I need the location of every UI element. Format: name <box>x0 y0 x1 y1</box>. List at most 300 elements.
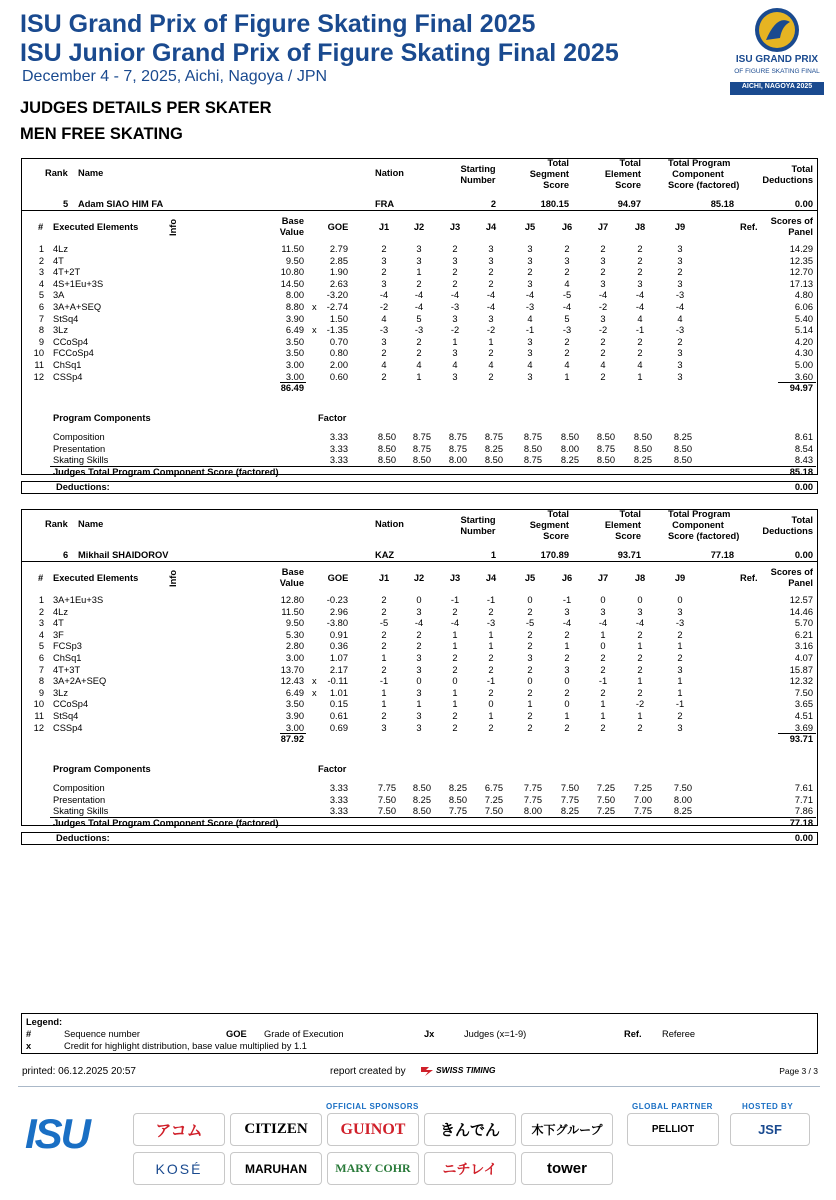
judge-score: 3 <box>527 244 533 254</box>
component-judge-score: 7.75 <box>523 783 542 793</box>
element-panel-score: 3.16 <box>794 641 813 652</box>
skater-element-score: 94.97 <box>617 199 641 209</box>
component-judge-score: 8.25 <box>560 455 579 466</box>
element-code: 4T <box>53 618 64 629</box>
judge-score: 2 <box>452 606 458 617</box>
tes-total-rule <box>778 382 816 383</box>
summary-divider <box>21 561 818 562</box>
element-goe: 0.80 <box>329 348 348 359</box>
judge-score: -4 <box>450 618 460 629</box>
judge-score: 2 <box>381 371 387 382</box>
element-code: 3A <box>53 290 65 301</box>
skater-component-score: 77.18 <box>710 550 734 560</box>
judge-score: -2 <box>379 302 389 312</box>
judge-header: J7 <box>597 573 609 583</box>
component-panel-score: 8.54 <box>794 443 813 454</box>
base-value-header: Base <box>281 216 304 226</box>
judge-score: 2 <box>381 348 387 359</box>
scores-of-panel-header: Panel <box>788 227 813 237</box>
legend-key: x <box>26 1041 32 1051</box>
element-panel-score: 12.35 <box>789 255 813 266</box>
nation-header: Nation <box>375 168 404 178</box>
component-judge-score: 8.25 <box>560 806 579 817</box>
element-code: CCoSp4 <box>53 336 89 347</box>
judge-score: 3 <box>416 711 422 721</box>
judge-score: 2 <box>381 267 387 278</box>
element-base-value: 3.00 <box>285 371 304 382</box>
executed-elements-header: Executed Elements <box>53 573 139 583</box>
judge-score: -4 <box>635 618 645 629</box>
judge-score: 3 <box>416 664 422 675</box>
element-base-value: 13.70 <box>280 664 304 675</box>
element-sequence: 5 <box>38 641 44 652</box>
element-code: 4T <box>53 255 64 266</box>
program-components-header: Program Components <box>53 413 151 423</box>
segment-score-header: Score <box>543 180 569 190</box>
element-goe: 2.96 <box>329 606 348 617</box>
judge-score: 2 <box>452 267 458 278</box>
info-header: Info <box>168 218 178 236</box>
judge-score: -4 <box>414 302 424 312</box>
judge-score: -4 <box>675 302 685 312</box>
judge-score: 0 <box>527 595 533 605</box>
element-sequence: 9 <box>38 687 44 698</box>
judge-score: 5 <box>564 313 570 324</box>
judge-header: J9 <box>674 222 686 232</box>
report-created-label: report created by <box>330 1066 406 1077</box>
judge-score: 4 <box>527 360 533 370</box>
element-sequence: 9 <box>38 336 44 347</box>
judge-score: 1 <box>677 641 683 652</box>
judge-score: 3 <box>416 687 422 698</box>
element-goe: 2.79 <box>329 244 348 254</box>
judge-score: 3 <box>527 278 533 289</box>
element-sequence: 2 <box>38 606 44 617</box>
element-base-value: 3.90 <box>285 711 304 721</box>
element-code: FCCoSp4 <box>53 348 94 359</box>
component-judge-score: 7.50 <box>484 806 503 817</box>
judge-score: 2 <box>488 664 494 675</box>
referee-header: Ref. <box>740 573 758 583</box>
component-score-header: Score (factored) <box>668 531 740 541</box>
component-score-header: Total Program <box>668 509 731 519</box>
judge-score: 1 <box>677 676 683 687</box>
element-sequence: 4 <box>38 278 44 289</box>
judge-score: 3 <box>527 348 533 359</box>
component-panel-score: 8.61 <box>794 432 813 442</box>
component-judge-score: 8.50 <box>412 455 431 466</box>
judge-score: -4 <box>414 290 424 301</box>
component-factor: 3.33 <box>329 794 348 805</box>
element-sequence: 1 <box>38 595 44 605</box>
judge-score: -4 <box>486 302 496 312</box>
event-title-junior: ISU Junior Grand Prix of Figure Skating Final 2025 <box>20 39 619 67</box>
judge-score: 1 <box>600 629 606 640</box>
component-factor: 3.33 <box>329 806 348 817</box>
judge-score: 4 <box>600 360 606 370</box>
hosted-by-title: HOSTED BY <box>742 1102 794 1111</box>
component-judge-score: 8.50 <box>633 443 652 454</box>
skater-start-number: 1 <box>490 550 496 560</box>
judge-score: 2 <box>564 336 570 347</box>
judge-score: -4 <box>486 290 496 301</box>
judge-score: 5 <box>416 313 422 324</box>
element-panel-score: 4.07 <box>794 653 813 663</box>
judge-score: 1 <box>488 641 494 652</box>
judge-score: 3 <box>381 336 387 347</box>
element-score-header: Element <box>604 169 641 179</box>
legend-key: # <box>26 1029 32 1039</box>
judge-score: -1 <box>486 595 496 605</box>
skater-component-score: 85.18 <box>710 199 734 209</box>
judge-score: 4 <box>564 360 570 370</box>
pcs-total-rule <box>50 466 816 467</box>
skater-segment-score: 170.89 <box>540 550 569 560</box>
judge-score: 3 <box>381 278 387 289</box>
base-total-rule <box>280 733 306 734</box>
element-panel-score: 3.69 <box>794 722 813 733</box>
element-goe: 1.07 <box>329 653 348 663</box>
judge-score: -1 <box>379 676 389 687</box>
legend-text: Grade of Execution <box>264 1029 344 1039</box>
deductions-header: Total <box>791 164 813 174</box>
judge-header: J2 <box>413 222 425 232</box>
component-factor: 3.33 <box>329 783 348 793</box>
judge-score: 0 <box>637 595 643 605</box>
judge-score: 3 <box>452 348 458 359</box>
element-code: 3A+A+SEQ <box>53 302 102 312</box>
judge-score: 2 <box>527 722 533 733</box>
element-score-header: Total <box>619 509 641 519</box>
element-code: 3F <box>53 629 64 640</box>
element-base-value: 12.80 <box>280 595 304 605</box>
element-goe: 0.60 <box>329 371 348 382</box>
element-sequence: 7 <box>38 313 44 324</box>
component-judge-score: 8.50 <box>412 806 431 817</box>
element-base-value: 12.43 <box>280 676 304 687</box>
skater-deductions: 0.00 <box>794 199 813 209</box>
element-goe: 0.91 <box>329 629 348 640</box>
judge-score: 3 <box>527 653 533 663</box>
judge-score: 4 <box>381 360 387 370</box>
component-judge-score: 8.50 <box>673 455 692 466</box>
skater-nation: FRA <box>375 199 395 209</box>
judge-score: -4 <box>598 290 608 301</box>
judge-score: -1 <box>486 676 496 687</box>
sponsor-acom-logo: アコム <box>133 1113 225 1146</box>
sponsor-kinoshita-logo: 木下グループ <box>521 1113 613 1146</box>
component-judge-score: 8.50 <box>412 783 431 793</box>
judge-header: J2 <box>413 573 425 583</box>
starting-number-header: Starting <box>460 515 496 525</box>
scores-of-panel-header: Panel <box>788 578 813 588</box>
judge-score: -3 <box>525 302 535 312</box>
component-panel-score: 7.61 <box>794 783 813 793</box>
element-goe: -0.23 <box>326 595 348 605</box>
element-goe: 1.50 <box>329 313 348 324</box>
judge-score: 2 <box>488 267 494 278</box>
judge-score: 3 <box>416 606 422 617</box>
judge-header: J3 <box>449 573 461 583</box>
judge-score: -3 <box>675 618 685 629</box>
judge-score: 4 <box>488 360 494 370</box>
logo-line-3: AICHI, NAGOYA 2025 <box>741 83 813 90</box>
element-goe: 2.00 <box>329 360 348 370</box>
judge-score: 2 <box>600 722 606 733</box>
legend-text: Judges (x=1-9) <box>464 1029 527 1039</box>
judge-score: 3 <box>677 348 683 359</box>
nation-header: Nation <box>375 519 404 529</box>
segment-score-header: Total <box>547 509 569 519</box>
judge-score: 3 <box>488 244 494 254</box>
judge-score: 2 <box>677 711 683 721</box>
element-sequence: 3 <box>38 618 44 629</box>
judges-total-pcs: 85.18 <box>789 466 813 477</box>
judge-score: 0 <box>600 595 606 605</box>
global-partner-title: GLOBAL PARTNER <box>632 1102 713 1111</box>
base-value-header: Base <box>281 567 304 577</box>
name-header: Name <box>78 168 104 178</box>
judge-score: 4 <box>564 278 570 289</box>
element-goe: 2.85 <box>329 255 348 266</box>
legend-text: Credit for highlight distribution, base value multiplied by 1.1 <box>64 1041 307 1051</box>
element-panel-score: 5.00 <box>794 360 813 370</box>
judge-score: 3 <box>416 244 422 254</box>
judge-score: 2 <box>416 336 422 347</box>
judge-score: 1 <box>677 687 683 698</box>
component-judge-score: 8.75 <box>523 455 542 466</box>
judge-header: J6 <box>561 573 573 583</box>
deductions-label: Deductions: <box>56 833 110 843</box>
element-goe: 0.36 <box>329 641 348 652</box>
judge-score: 2 <box>637 348 643 359</box>
judge-score: 2 <box>637 687 643 698</box>
bonus-marker: x <box>312 325 317 336</box>
scores-of-panel-header: Scores of <box>770 567 813 577</box>
skater-rank: 6 <box>63 550 69 560</box>
element-goe: 2.63 <box>329 278 348 289</box>
element-sequence: 1 <box>38 244 44 254</box>
judge-score: -2 <box>598 302 608 312</box>
judge-score: 2 <box>452 722 458 733</box>
judge-score: 4 <box>677 313 683 324</box>
judge-score: 2 <box>452 244 458 254</box>
element-code: 3Lz <box>53 687 68 698</box>
segment-score-header: Total <box>547 158 569 168</box>
deductions-header: Total <box>791 515 813 525</box>
element-base-value: 10.80 <box>280 267 304 278</box>
component-score-header: Component <box>672 520 724 530</box>
judge-score: 3 <box>416 653 422 663</box>
element-sequence: 12 <box>33 722 44 733</box>
judge-score: 3 <box>527 255 533 266</box>
element-base-value: 3.00 <box>285 722 304 733</box>
judge-score: 2 <box>600 371 606 382</box>
component-judge-score: 7.50 <box>596 794 615 805</box>
judge-score: 2 <box>381 664 387 675</box>
component-judge-score: 7.00 <box>633 794 652 805</box>
component-judge-score: 8.50 <box>596 455 615 466</box>
component-judge-score: 8.75 <box>412 432 431 442</box>
judge-score: 2 <box>564 722 570 733</box>
rank-header: Rank <box>45 168 68 178</box>
element-sequence: 3 <box>38 267 44 278</box>
judges-total-pcs: 77.18 <box>789 817 813 828</box>
judge-score: 2 <box>488 722 494 733</box>
component-judge-score: 8.50 <box>596 432 615 442</box>
element-base-value: 3.00 <box>285 653 304 663</box>
logo-line-1: ISU GRAND PRIX <box>735 54 819 65</box>
judge-score: -2 <box>486 325 496 336</box>
element-code: CSSp4 <box>53 371 83 382</box>
component-judge-score: 7.50 <box>377 806 396 817</box>
element-code: FCSp3 <box>53 641 82 652</box>
judge-score: -3 <box>414 325 424 336</box>
judge-score: 1 <box>452 699 458 710</box>
segment-score-header: Score <box>543 531 569 541</box>
element-goe: -3.20 <box>326 290 348 301</box>
grand-prix-final-logo <box>728 4 826 96</box>
judge-score: 3 <box>488 255 494 266</box>
element-score-header: Score <box>615 180 641 190</box>
judge-score: 2 <box>381 595 387 605</box>
judge-header: J4 <box>485 573 497 583</box>
event-title-senior: ISU Grand Prix of Figure Skating Final 2025 <box>20 10 536 38</box>
judge-score: 2 <box>488 371 494 382</box>
judge-score: 2 <box>564 687 570 698</box>
report-title: JUDGES DETAILS PER SKATER <box>20 99 272 117</box>
component-name: Skating Skills <box>53 806 109 817</box>
component-judge-score: 7.25 <box>596 806 615 817</box>
judge-score: 2 <box>452 664 458 675</box>
sponsor-citizen-logo: CITIZEN <box>230 1113 322 1146</box>
component-score-header: Score (factored) <box>668 180 740 190</box>
element-base-value: 8.80 <box>285 302 304 312</box>
element-goe: 0.69 <box>329 722 348 733</box>
judge-score: 0 <box>527 676 533 687</box>
judge-score: 3 <box>564 606 570 617</box>
judge-score: -4 <box>635 302 645 312</box>
element-base-value: 3.90 <box>285 313 304 324</box>
judge-score: 1 <box>416 699 422 710</box>
element-base-value: 9.50 <box>285 255 304 266</box>
element-score-header: Score <box>615 531 641 541</box>
judge-score: 4 <box>527 313 533 324</box>
judge-score: 1 <box>488 711 494 721</box>
judge-score: 1 <box>637 371 643 382</box>
judge-score: 2 <box>527 687 533 698</box>
component-judge-score: 6.75 <box>484 783 503 793</box>
judge-score: 3 <box>452 313 458 324</box>
judge-score: 2 <box>416 641 422 652</box>
judge-score: 2 <box>600 687 606 698</box>
host-jsf-logo: JSF <box>730 1113 810 1146</box>
event-dateline: December 4 - 7, 2025, Aichi, Nagoya / JPN <box>22 68 328 85</box>
segment-score-header: Segment <box>529 169 569 179</box>
element-panel-score: 4.80 <box>794 290 813 301</box>
judge-score: -5 <box>525 618 535 629</box>
component-judge-score: 8.00 <box>523 806 542 817</box>
element-code: 4Lz <box>53 606 68 617</box>
judge-score: 3 <box>416 722 422 733</box>
element-goe: -1.35 <box>326 325 348 336</box>
element-code: 3Lz <box>53 325 68 336</box>
element-panel-score: 3.65 <box>794 699 813 710</box>
deductions-value: 0.00 <box>794 482 813 492</box>
judge-score: 1 <box>381 699 387 710</box>
deductions-header: Deductions <box>762 175 813 185</box>
component-judge-score: 8.75 <box>596 443 615 454</box>
element-base-value: 3.50 <box>285 699 304 710</box>
component-judge-score: 8.25 <box>412 794 431 805</box>
element-goe: 0.15 <box>329 699 348 710</box>
segment-score-header: Segment <box>529 520 569 530</box>
component-judge-score: 8.75 <box>523 432 542 442</box>
judge-score: 2 <box>600 664 606 675</box>
judge-score: -1 <box>450 595 460 605</box>
judge-score: 3 <box>381 722 387 733</box>
component-score-header: Total Program <box>668 158 731 168</box>
element-code: ChSq1 <box>53 653 82 663</box>
judge-header: J7 <box>597 222 609 232</box>
legend-key: GOE <box>226 1029 247 1039</box>
legend-title: Legend: <box>26 1017 63 1027</box>
component-judge-score: 8.75 <box>412 443 431 454</box>
element-panel-score: 17.13 <box>789 278 813 289</box>
component-panel-score: 7.71 <box>794 794 813 805</box>
bonus-marker: x <box>312 302 317 312</box>
component-factor: 3.33 <box>329 432 348 442</box>
judge-score: 2 <box>416 278 422 289</box>
judge-score: 3 <box>416 255 422 266</box>
judge-score: 2 <box>677 653 683 663</box>
skater-nation: KAZ <box>375 550 395 560</box>
judge-score: 2 <box>564 629 570 640</box>
program-components-header: Program Components <box>53 764 151 774</box>
judge-score: 2 <box>488 606 494 617</box>
judge-score: 2 <box>527 629 533 640</box>
component-judge-score: 7.75 <box>523 794 542 805</box>
judge-score: 1 <box>564 371 570 382</box>
judge-score: 0 <box>416 595 422 605</box>
component-judge-score: 7.25 <box>484 794 503 805</box>
base-total-rule <box>280 382 306 383</box>
component-factor: 3.33 <box>329 443 348 454</box>
component-judge-score: 7.75 <box>377 783 396 793</box>
element-goe: -2.74 <box>326 302 348 312</box>
sequence-header: # <box>38 222 44 232</box>
component-judge-score: 8.50 <box>673 443 692 454</box>
bonus-marker: x <box>312 687 317 698</box>
component-panel-score: 8.43 <box>794 455 813 466</box>
component-name: Skating Skills <box>53 455 109 466</box>
judge-score: 2 <box>600 336 606 347</box>
element-sequence: 6 <box>38 302 44 312</box>
judge-score: -3 <box>675 325 685 336</box>
skater-deductions: 0.00 <box>794 550 813 560</box>
judge-score: 1 <box>637 676 643 687</box>
element-sequence: 8 <box>38 325 44 336</box>
judge-score: 2 <box>381 711 387 721</box>
scores-of-panel-header: Scores of <box>770 216 813 226</box>
judge-header: J6 <box>561 222 573 232</box>
judge-score: 2 <box>381 244 387 254</box>
element-score-header: Element <box>604 520 641 530</box>
referee-header: Ref. <box>740 222 758 232</box>
judge-score: 3 <box>677 244 683 254</box>
element-sequence: 6 <box>38 653 44 663</box>
element-sequence: 11 <box>34 711 44 721</box>
